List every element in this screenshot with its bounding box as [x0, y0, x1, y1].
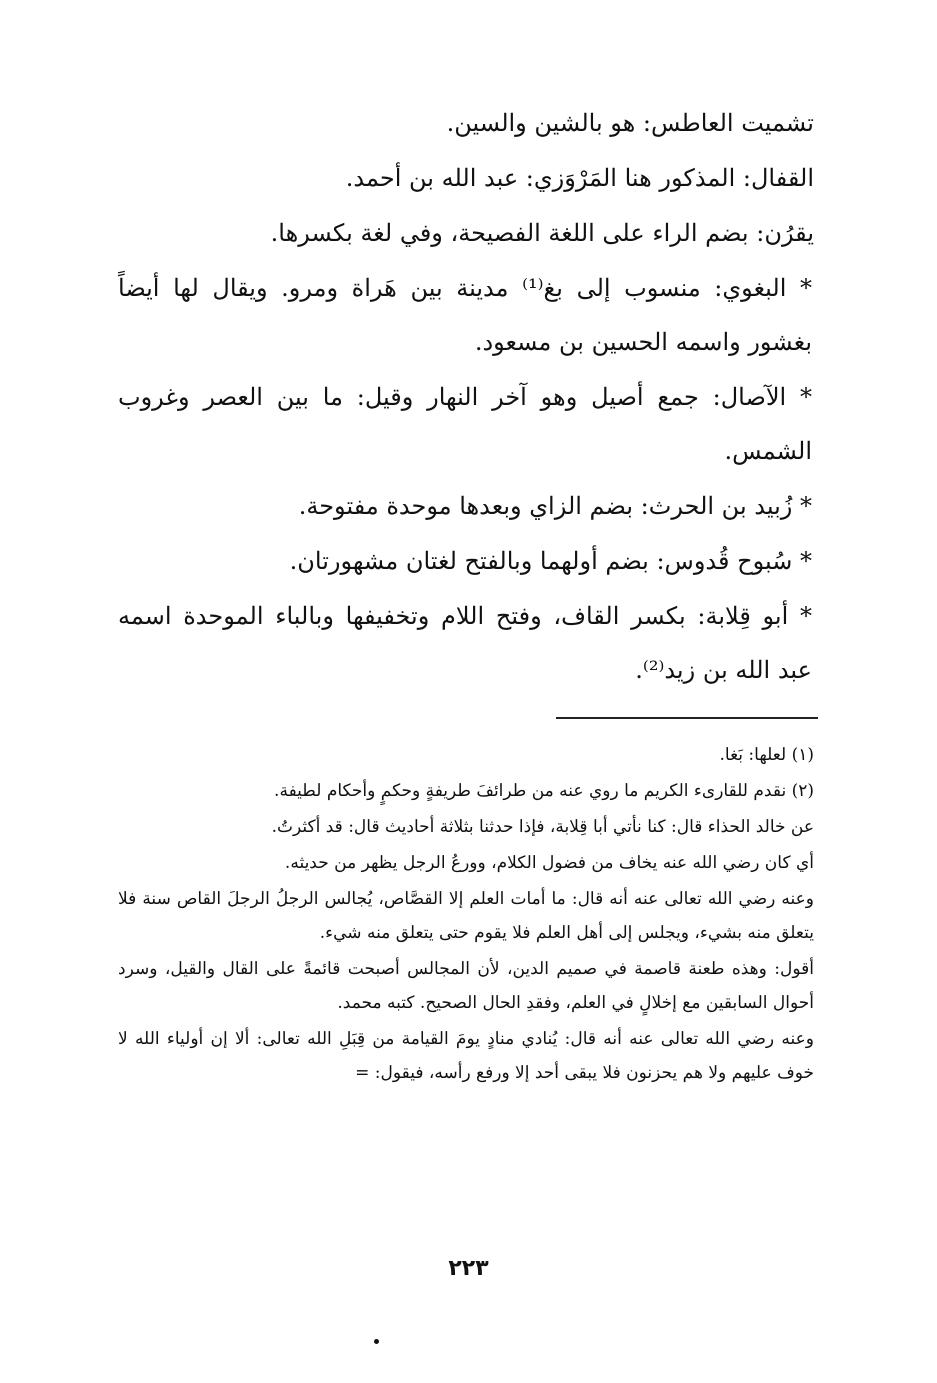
- main-text-block: [118, 96, 814, 698]
- entry-zubayd: * زُبيد بن الحرث: بضم الزاي وبعدها موحدة مفتوحة.: [298, 492, 812, 520]
- footnote-2-qussas: وعنه رضي الله تعالى عنه أنه قال: ما أمات العلم إلا القصَّاص، يُجالس الرجلُ الرجلَ القاص سنة فلا يتعلق منه بشيء، ويجلس إلى أهل العلم فلا يقوم حتى يتعلق منه شيء.: [118, 889, 814, 943]
- footnote-2-qiyama: وعنه رضي الله تعالى عنه أنه قال: يُنادي منادٍ يومَ القيامة من قِبَلِ الله تعالى: ألا إن أولياء الله لا خوف عليهم ولا هم يحزنون فلا يبقى أحد إلا ورفع رأسه، فيقول: =: [118, 1029, 814, 1083]
- entry-subbuh: * سُبوح قُدوس: بضم أولهما وبالفتح لغتان مشهورتان.: [289, 547, 812, 575]
- entry-baghawi: * البغوي: منسوب إلى بغ⁽¹⁾ مدينة بين هَراة ومرو. ويقال لها أيضاً بغشور واسمه الحسين بن مسعود.: [118, 274, 812, 356]
- footnote-2-khalid: عن خالد الحذاء قال: كنا نأتي أبا قِلابة، فإذا حدثنا بثلاثة أحاديث قال: قد أكثرتُ.: [271, 817, 814, 837]
- entry-abu-qilaba: * أبو قِلابة: بكسر القاف، وفتح اللام وتخفيفها وبالباء الموحدة اسمه عبد الله بن زيد⁽²⁾.: [118, 602, 812, 684]
- entry-qaffal: القفال: المذكور هنا المَرْوَزي: عبد الله بن أحمد.: [345, 164, 814, 192]
- entry-tashmit: تشميت العاطس: هو بالشين والسين.: [446, 109, 814, 137]
- entry-asal: * الآصال: جمع أصيل وهو آخر النهار وقيل: ما بين العصر وغروب الشمس.: [118, 383, 812, 465]
- page-number: ٢٢٣: [448, 1256, 489, 1281]
- entry-yaqrun: يقرُن: بضم الراء على اللغة الفصيحة، وفي لغة بكسرها.: [270, 219, 814, 247]
- footnote-separator: [556, 717, 818, 719]
- footnote-2: (٢) نقدم للقارىء الكريم ما روي عنه من طرائفَ طريفةٍ وحكمٍ وأحكام لطيفة.: [274, 781, 814, 801]
- footnotes-block: [118, 738, 814, 1092]
- footnote-2-wara: أي كان رضي الله عنه يخاف من فضول الكلام، وورعُ الرجل يظهر من حديثه.: [284, 853, 814, 873]
- footnote-1: (١) لعلها: بَغا.: [719, 745, 814, 765]
- footnote-2-comment: أقول: وهذه طعنة قاصمة في صميم الدين، لأن المجالس أصبحت قائمةً على القال والقيل، وسرد أحوال السابقين مع إخلالٍ في العلم، وفقدِ الحال الصحيح. كتبه محمد.: [118, 959, 814, 1013]
- scan-dot-mark: [374, 1339, 379, 1344]
